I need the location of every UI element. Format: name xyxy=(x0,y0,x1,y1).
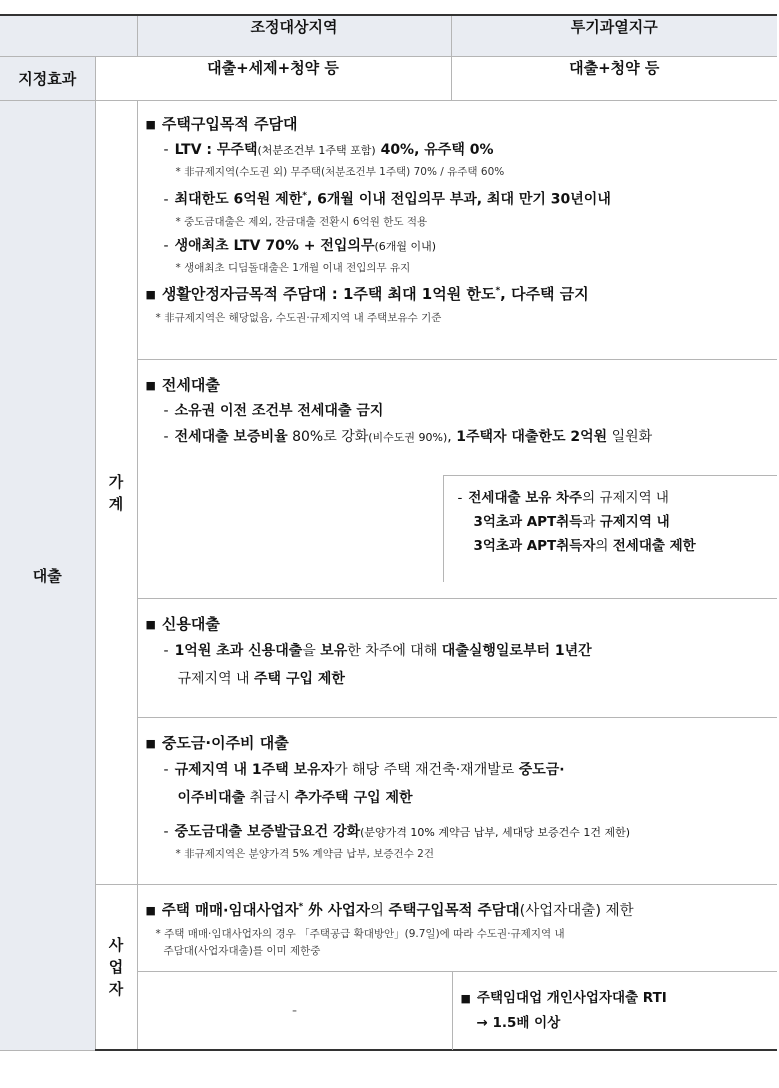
living-title: ■ 생활안정자금목적 주담대 : 1주택 최대 1억원 한도*, 다주택 금지 xyxy=(145,284,589,303)
loan-label: 대출 xyxy=(0,101,95,1051)
jeonse-restriction-box: - 전세대출 보유 차주의 규제지역 내 3억초과 APT취득과 규제지역 내 3억초과 APT취득자의 전세대출 제한 xyxy=(443,475,778,582)
interim-item-1: - 규제지역 내 1주택 보유자가 해당 주택 재건축·재개발로 중도금· xyxy=(163,762,565,778)
first-buyer-note: * 생애최초 디딤돌대출은 1개월 이내 전입의무 유지 xyxy=(175,261,411,274)
mortgage-title: ■ 주택구입목적 주담대 xyxy=(145,115,298,133)
header-adjustment-area: 조정대상지역 xyxy=(137,15,451,57)
jeonse-cell xyxy=(137,360,777,599)
credit-cell xyxy=(137,599,777,718)
credit-item-cont: 규제지역 내 주택 구입 제한 xyxy=(177,671,345,687)
business-rti: ■ 주택임대업 개인사업자대출 RTI → 1.5배 이상 xyxy=(460,990,667,1031)
jeonse-item-2: - 전세대출 보증비율 80%로 강화(비수도권 90%), 1주택자 대출한도 2억원 일원화 xyxy=(163,429,653,445)
household-mortgage-row xyxy=(0,101,777,360)
interim-item-1-cont: 이주비대출 취급시 추가주택 구입 제한 xyxy=(177,790,413,806)
header-corner xyxy=(0,15,137,57)
header-speculation-zone: 투기과열지구 xyxy=(451,15,777,57)
credit-title: ■ 신용대출 xyxy=(145,615,220,633)
business-label: 사 업 자 xyxy=(95,885,137,1051)
business-split xyxy=(138,971,778,1050)
interim-item-2: - 중도금대출 보증발급요건 강화(분양가격 10% 계약금 납부, 세대당 보증건수 1건 제한) xyxy=(163,824,631,840)
limit-item: - 최대한도 6억원 제한*, 6개월 이내 전입의무 부과, 최대 만기 30년이내 xyxy=(163,191,611,208)
business-cell xyxy=(137,885,777,1051)
household-mortgage-cell xyxy=(137,101,777,360)
regulation-table xyxy=(0,14,777,1051)
business-row xyxy=(0,885,777,1051)
jeonse-item-1: - 소유권 이전 조건부 전세대출 금지 xyxy=(163,403,384,419)
effect-adjustment-area: 대출+세제+청약 등 xyxy=(95,57,451,101)
effect-label: 지정효과 xyxy=(0,57,95,101)
business-title: ■ 주택 매매·임대사업자* 外 사업자의 주택구입목적 주담대(사업자대출) 제한 xyxy=(145,902,634,919)
jeonse-title: ■ 전세대출 xyxy=(145,376,220,394)
limit-note: * 중도금대출은 제외, 잔금대출 전환시 6억원 한도 적용 xyxy=(175,215,428,228)
business-adjustment-value: - xyxy=(138,972,453,1050)
interim-note: * 非규제지역은 분양가격 5% 계약금 납부, 보증건수 2건 xyxy=(175,848,435,860)
living-note: * 非규제지역은 해당없음, 수도권·규제지역 내 주택보유수 기준 xyxy=(155,311,442,324)
effect-speculation-zone: 대출+청약 등 xyxy=(451,57,777,101)
household-label: 가 계 xyxy=(95,101,137,885)
ltv-item: - LTV : 무주택(처분조건부 1주택 포함) 40%, 유주택 0% xyxy=(163,142,494,158)
effect-row xyxy=(0,57,777,101)
first-buyer-item: - 생애최초 LTV 70% + 전입의무(6개월 이내) xyxy=(163,237,437,254)
interim-title: ■ 중도금·이주비 대출 xyxy=(145,734,289,752)
business-note: * 주택 매매·임대사업자의 경우 「주택공급 확대방안」(9.7일)에 따라 수도권·규제지역 내 주담대(사업자대출)를 이미 제한중 xyxy=(155,928,565,957)
interim-cell xyxy=(137,718,777,885)
credit-item: - 1억원 초과 신용대출을 보유한 차주에 대해 대출실행일로부터 1년간 xyxy=(163,643,592,659)
ltv-note: * 非규제지역(수도권 외) 무주택(처분조건부 1주택) 70% / 유주택 60% xyxy=(175,166,505,178)
header-row xyxy=(0,15,777,57)
